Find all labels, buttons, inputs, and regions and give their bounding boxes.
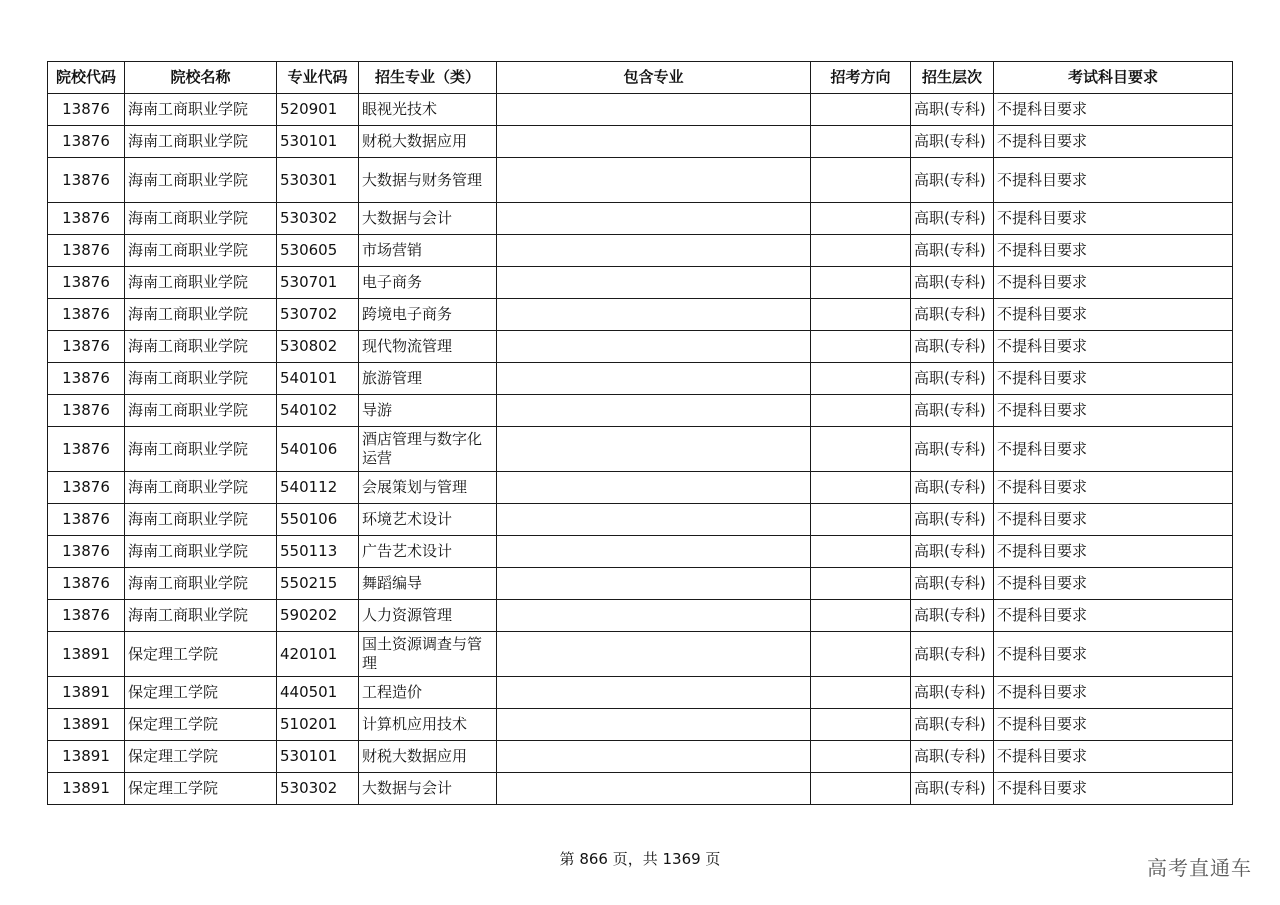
cell-major-code: 540101 bbox=[277, 363, 359, 395]
cell-school-code: 13876 bbox=[48, 94, 125, 126]
cell-level: 高职(专科) bbox=[911, 235, 994, 267]
cell-level: 高职(专科) bbox=[911, 427, 994, 472]
cell-major: 舞蹈编导 bbox=[359, 568, 497, 600]
cell-school-code: 13876 bbox=[48, 568, 125, 600]
cell-school-name: 海南工商职业学院 bbox=[125, 536, 277, 568]
cell-school-code: 13876 bbox=[48, 203, 125, 235]
header-requirement: 考试科目要求 bbox=[994, 62, 1233, 94]
cell-direction bbox=[811, 158, 911, 203]
cell-included-majors bbox=[497, 94, 811, 126]
cell-major: 电子商务 bbox=[359, 267, 497, 299]
cell-major-code: 530302 bbox=[277, 773, 359, 805]
cell-major: 广告艺术设计 bbox=[359, 536, 497, 568]
cell-major-code: 510201 bbox=[277, 709, 359, 741]
cell-school-code: 13876 bbox=[48, 235, 125, 267]
cell-major-code: 530802 bbox=[277, 331, 359, 363]
cell-included-majors bbox=[497, 363, 811, 395]
cell-school-code: 13876 bbox=[48, 299, 125, 331]
cell-major-code: 530301 bbox=[277, 158, 359, 203]
cell-requirement: 不提科目要求 bbox=[994, 363, 1233, 395]
table-row bbox=[48, 427, 1233, 472]
cell-direction bbox=[811, 235, 911, 267]
cell-school-name: 海南工商职业学院 bbox=[125, 504, 277, 536]
cell-level: 高职(专科) bbox=[911, 126, 994, 158]
cell-school-name: 海南工商职业学院 bbox=[125, 235, 277, 267]
cell-requirement: 不提科目要求 bbox=[994, 709, 1233, 741]
cell-major-code: 550113 bbox=[277, 536, 359, 568]
cell-level: 高职(专科) bbox=[911, 472, 994, 504]
cell-major-code: 530702 bbox=[277, 299, 359, 331]
cell-level: 高职(专科) bbox=[911, 709, 994, 741]
cell-major-code: 530302 bbox=[277, 203, 359, 235]
cell-school-code: 13876 bbox=[48, 427, 125, 472]
table-row bbox=[48, 600, 1233, 632]
cell-level: 高职(专科) bbox=[911, 568, 994, 600]
cell-major-code: 530701 bbox=[277, 267, 359, 299]
cell-requirement: 不提科目要求 bbox=[994, 94, 1233, 126]
cell-school-code: 13876 bbox=[48, 536, 125, 568]
table-row bbox=[48, 741, 1233, 773]
cell-school-code: 13876 bbox=[48, 267, 125, 299]
cell-major: 导游 bbox=[359, 395, 497, 427]
cell-school-name: 海南工商职业学院 bbox=[125, 267, 277, 299]
cell-level: 高职(专科) bbox=[911, 299, 994, 331]
cell-major: 会展策划与管理 bbox=[359, 472, 497, 504]
cell-major: 眼视光技术 bbox=[359, 94, 497, 126]
cell-included-majors bbox=[497, 126, 811, 158]
cell-school-name: 海南工商职业学院 bbox=[125, 299, 277, 331]
cell-school-name: 海南工商职业学院 bbox=[125, 427, 277, 472]
cell-school-name: 海南工商职业学院 bbox=[125, 568, 277, 600]
cell-direction bbox=[811, 741, 911, 773]
cell-included-majors bbox=[497, 709, 811, 741]
cell-school-code: 13876 bbox=[48, 363, 125, 395]
table-body bbox=[48, 94, 1233, 805]
cell-included-majors bbox=[497, 299, 811, 331]
cell-direction bbox=[811, 395, 911, 427]
table-row bbox=[48, 632, 1233, 677]
cell-school-code: 13876 bbox=[48, 331, 125, 363]
cell-requirement: 不提科目要求 bbox=[994, 504, 1233, 536]
cell-requirement: 不提科目要求 bbox=[994, 299, 1233, 331]
cell-school-name: 保定理工学院 bbox=[125, 677, 277, 709]
cell-requirement: 不提科目要求 bbox=[994, 267, 1233, 299]
cell-included-majors bbox=[497, 395, 811, 427]
cell-included-majors bbox=[497, 536, 811, 568]
cell-level: 高职(专科) bbox=[911, 331, 994, 363]
cell-included-majors bbox=[497, 203, 811, 235]
cell-school-code: 13891 bbox=[48, 677, 125, 709]
cell-requirement: 不提科目要求 bbox=[994, 331, 1233, 363]
cell-major-code: 530101 bbox=[277, 741, 359, 773]
cell-included-majors bbox=[497, 235, 811, 267]
cell-major: 大数据与会计 bbox=[359, 773, 497, 805]
cell-school-name: 保定理工学院 bbox=[125, 773, 277, 805]
cell-direction bbox=[811, 472, 911, 504]
cell-school-name: 保定理工学院 bbox=[125, 741, 277, 773]
cell-major-code: 550215 bbox=[277, 568, 359, 600]
cell-major: 市场营销 bbox=[359, 235, 497, 267]
table-row bbox=[48, 395, 1233, 427]
cell-direction bbox=[811, 363, 911, 395]
cell-direction bbox=[811, 504, 911, 536]
cell-major: 大数据与财务管理 bbox=[359, 158, 497, 203]
cell-level: 高职(专科) bbox=[911, 632, 994, 677]
cell-school-code: 13876 bbox=[48, 126, 125, 158]
cell-major-code: 540112 bbox=[277, 472, 359, 504]
cell-school-code: 13876 bbox=[48, 472, 125, 504]
cell-level: 高职(专科) bbox=[911, 267, 994, 299]
table-row bbox=[48, 235, 1233, 267]
cell-school-code: 13891 bbox=[48, 709, 125, 741]
table-row bbox=[48, 568, 1233, 600]
cell-direction bbox=[811, 536, 911, 568]
cell-direction bbox=[811, 677, 911, 709]
cell-direction bbox=[811, 126, 911, 158]
cell-requirement: 不提科目要求 bbox=[994, 632, 1233, 677]
cell-direction bbox=[811, 94, 911, 126]
cell-level: 高职(专科) bbox=[911, 741, 994, 773]
cell-major: 计算机应用技术 bbox=[359, 709, 497, 741]
cell-requirement: 不提科目要求 bbox=[994, 568, 1233, 600]
cell-included-majors bbox=[497, 472, 811, 504]
cell-major: 旅游管理 bbox=[359, 363, 497, 395]
cell-direction bbox=[811, 600, 911, 632]
cell-level: 高职(专科) bbox=[911, 158, 994, 203]
table-row bbox=[48, 472, 1233, 504]
cell-school-name: 海南工商职业学院 bbox=[125, 472, 277, 504]
cell-major: 跨境电子商务 bbox=[359, 299, 497, 331]
cell-requirement: 不提科目要求 bbox=[994, 600, 1233, 632]
header-major-code: 专业代码 bbox=[277, 62, 359, 94]
table-row bbox=[48, 267, 1233, 299]
cell-school-name: 保定理工学院 bbox=[125, 632, 277, 677]
table-row bbox=[48, 94, 1233, 126]
table-row bbox=[48, 203, 1233, 235]
cell-direction bbox=[811, 267, 911, 299]
watermark-logo: 高考直通车 bbox=[1147, 856, 1252, 880]
cell-requirement: 不提科目要求 bbox=[994, 472, 1233, 504]
cell-direction bbox=[811, 203, 911, 235]
cell-major: 工程造价 bbox=[359, 677, 497, 709]
cell-level: 高职(专科) bbox=[911, 363, 994, 395]
cell-school-name: 保定理工学院 bbox=[125, 709, 277, 741]
cell-school-code: 13876 bbox=[48, 395, 125, 427]
cell-level: 高职(专科) bbox=[911, 94, 994, 126]
cell-direction bbox=[811, 568, 911, 600]
table-row bbox=[48, 363, 1233, 395]
cell-major-code: 550106 bbox=[277, 504, 359, 536]
cell-school-code: 13876 bbox=[48, 600, 125, 632]
cell-requirement: 不提科目要求 bbox=[994, 427, 1233, 472]
cell-included-majors bbox=[497, 632, 811, 677]
table-header-row bbox=[48, 62, 1233, 94]
cell-direction bbox=[811, 773, 911, 805]
cell-direction bbox=[811, 709, 911, 741]
cell-requirement: 不提科目要求 bbox=[994, 203, 1233, 235]
cell-major-code: 440501 bbox=[277, 677, 359, 709]
header-direction: 招考方向 bbox=[811, 62, 911, 94]
cell-direction bbox=[811, 331, 911, 363]
cell-level: 高职(专科) bbox=[911, 536, 994, 568]
cell-included-majors bbox=[497, 331, 811, 363]
cell-major: 财税大数据应用 bbox=[359, 741, 497, 773]
cell-requirement: 不提科目要求 bbox=[994, 126, 1233, 158]
cell-included-majors bbox=[497, 427, 811, 472]
header-major: 招生专业（类） bbox=[359, 62, 497, 94]
table-row bbox=[48, 536, 1233, 568]
cell-included-majors bbox=[497, 504, 811, 536]
cell-level: 高职(专科) bbox=[911, 203, 994, 235]
cell-school-code: 13891 bbox=[48, 773, 125, 805]
table-row bbox=[48, 126, 1233, 158]
table-row bbox=[48, 773, 1233, 805]
table-row bbox=[48, 677, 1233, 709]
cell-school-name: 海南工商职业学院 bbox=[125, 331, 277, 363]
cell-requirement: 不提科目要求 bbox=[994, 235, 1233, 267]
cell-level: 高职(专科) bbox=[911, 600, 994, 632]
cell-school-code: 13876 bbox=[48, 158, 125, 203]
enrollment-table bbox=[47, 61, 1233, 805]
header-level: 招生层次 bbox=[911, 62, 994, 94]
cell-direction bbox=[811, 299, 911, 331]
table-row bbox=[48, 331, 1233, 363]
cell-major: 国土资源调查与管理 bbox=[359, 632, 497, 677]
cell-school-name: 海南工商职业学院 bbox=[125, 203, 277, 235]
cell-included-majors bbox=[497, 158, 811, 203]
page-number: 第 866 页，共 1369 页 bbox=[559, 850, 721, 868]
cell-major: 现代物流管理 bbox=[359, 331, 497, 363]
cell-major-code: 530101 bbox=[277, 126, 359, 158]
cell-included-majors bbox=[497, 773, 811, 805]
cell-major: 大数据与会计 bbox=[359, 203, 497, 235]
table-row bbox=[48, 299, 1233, 331]
cell-included-majors bbox=[497, 677, 811, 709]
cell-school-name: 海南工商职业学院 bbox=[125, 158, 277, 203]
cell-requirement: 不提科目要求 bbox=[994, 158, 1233, 203]
cell-major-code: 540102 bbox=[277, 395, 359, 427]
cell-major: 人力资源管理 bbox=[359, 600, 497, 632]
cell-school-code: 13891 bbox=[48, 632, 125, 677]
cell-major-code: 590202 bbox=[277, 600, 359, 632]
cell-school-name: 海南工商职业学院 bbox=[125, 363, 277, 395]
cell-requirement: 不提科目要求 bbox=[994, 741, 1233, 773]
cell-included-majors bbox=[497, 267, 811, 299]
cell-major-code: 530605 bbox=[277, 235, 359, 267]
cell-included-majors bbox=[497, 568, 811, 600]
cell-direction bbox=[811, 427, 911, 472]
cell-major: 酒店管理与数字化运营 bbox=[359, 427, 497, 472]
cell-direction bbox=[811, 632, 911, 677]
cell-major-code: 520901 bbox=[277, 94, 359, 126]
table-row bbox=[48, 709, 1233, 741]
cell-included-majors bbox=[497, 600, 811, 632]
cell-school-code: 13891 bbox=[48, 741, 125, 773]
cell-school-code: 13876 bbox=[48, 504, 125, 536]
cell-requirement: 不提科目要求 bbox=[994, 773, 1233, 805]
cell-requirement: 不提科目要求 bbox=[994, 536, 1233, 568]
table-row bbox=[48, 504, 1233, 536]
cell-major: 环境艺术设计 bbox=[359, 504, 497, 536]
cell-requirement: 不提科目要求 bbox=[994, 395, 1233, 427]
cell-level: 高职(专科) bbox=[911, 504, 994, 536]
cell-school-name: 海南工商职业学院 bbox=[125, 600, 277, 632]
cell-major-code: 420101 bbox=[277, 632, 359, 677]
cell-major: 财税大数据应用 bbox=[359, 126, 497, 158]
header-school-code: 院校代码 bbox=[48, 62, 125, 94]
cell-school-name: 海南工商职业学院 bbox=[125, 126, 277, 158]
header-included-majors: 包含专业 bbox=[497, 62, 811, 94]
cell-included-majors bbox=[497, 741, 811, 773]
cell-major-code: 540106 bbox=[277, 427, 359, 472]
cell-level: 高职(专科) bbox=[911, 773, 994, 805]
cell-school-name: 海南工商职业学院 bbox=[125, 94, 277, 126]
cell-level: 高职(专科) bbox=[911, 395, 994, 427]
cell-requirement: 不提科目要求 bbox=[994, 677, 1233, 709]
cell-level: 高职(专科) bbox=[911, 677, 994, 709]
table-row bbox=[48, 158, 1233, 203]
cell-school-name: 海南工商职业学院 bbox=[125, 395, 277, 427]
header-school-name: 院校名称 bbox=[125, 62, 277, 94]
